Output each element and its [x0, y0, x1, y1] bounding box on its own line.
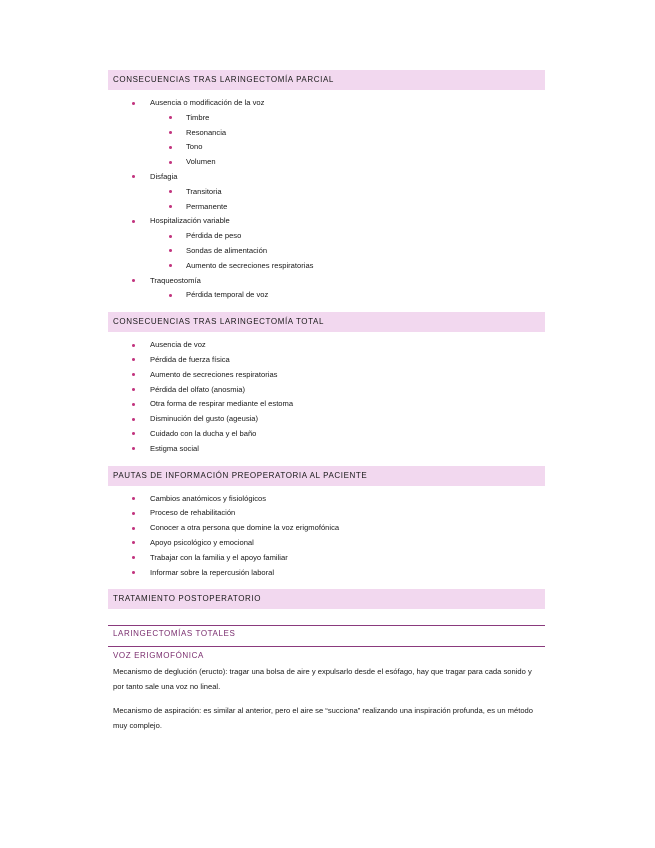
list-item: Otra forma de respirar mediante el estoma [108, 397, 545, 412]
sublist [150, 111, 545, 170]
list-item: Volumen [150, 155, 545, 170]
list-item: Tono [150, 140, 545, 155]
list-total [108, 338, 545, 456]
section-heading-total: CONSECUENCIAS TRAS LARINGECTOMÍA TOTAL [108, 312, 545, 332]
list-item: Cambios anatómicos y fisiológicos [108, 492, 545, 507]
list-item: Resonancia [150, 126, 545, 141]
section-heading-parcial: CONSECUENCIAS TRAS LARINGECTOMÍA PARCIAL [108, 70, 545, 90]
list-pautas [108, 492, 545, 581]
list-item: Pérdida de fuerza física [108, 353, 545, 368]
list-item: Disfagia Transitoria Permanente [108, 170, 545, 214]
list-item: Ausencia de voz [108, 338, 545, 353]
list-item: Transitoria [150, 185, 545, 200]
list-item: Disminución del gusto (ageusia) [108, 412, 545, 427]
list-item: Timbre [150, 111, 545, 126]
list-item: Traqueostomía Pérdida temporal de voz [108, 274, 545, 304]
list-item: Sondas de alimentación [150, 244, 545, 259]
divider [108, 625, 545, 626]
list-item: Permanente [150, 200, 545, 215]
list-item: Cuidado con la ducha y el baño [108, 427, 545, 442]
document-page [108, 70, 545, 734]
list-item: Trabajar con la familia y el apoyo familiar [108, 551, 545, 566]
list-item: Pérdida de peso [150, 229, 545, 244]
list-item: Hospitalización variable Pérdida de peso Sondas de alimentación Aumento de secreciones respiratorias [108, 214, 545, 273]
list-item: Proceso de rehabilitación [108, 506, 545, 521]
list-item: Ausencia o modificación de la voz Timbre Resonancia Tono Volumen [108, 96, 545, 170]
list-item: Aumento de secreciones respiratorias [108, 368, 545, 383]
list-item: Aumento de secreciones respiratorias [150, 259, 545, 274]
list-item: Estigma social [108, 442, 545, 457]
list-item: Pérdida temporal de voz [150, 288, 545, 303]
section-heading-pautas: PAUTAS DE INFORMACIÓN PREOPERATORIA AL PACIENTE [108, 466, 545, 486]
list-item: Pérdida del olfato (anosmia) [108, 383, 545, 398]
list-item: Apoyo psicológico y emocional [108, 536, 545, 551]
sublist [150, 229, 545, 273]
list-item: Conocer a otra persona que domine la voz erigmofónica [108, 521, 545, 536]
subsubsection-heading: VOZ ERIGMOFÓNICA [113, 651, 204, 661]
sublist [150, 185, 545, 215]
sublist [150, 288, 545, 303]
section-heading-tratamiento: TRATAMIENTO POSTOPERATORIO [108, 589, 545, 609]
list-item: Informar sobre la repercusión laboral [108, 566, 545, 581]
subsection-heading: LARINGECTOMÍAS TOTALES [113, 629, 236, 639]
paragraph: Mecanismo de aspiración: es similar al anterior, pero el aire se “succiona” realizando una inspiración profunda, es un método muy complejo. [113, 705, 533, 730]
paragraph: Mecanismo de deglución (eructo): tragar una bolsa de aire y expulsarlo desde el esófago, hay que tragar para cada sonido y por tanto sale una voz no lineal. [113, 667, 532, 692]
divider [108, 646, 545, 647]
list-parcial [108, 96, 545, 303]
